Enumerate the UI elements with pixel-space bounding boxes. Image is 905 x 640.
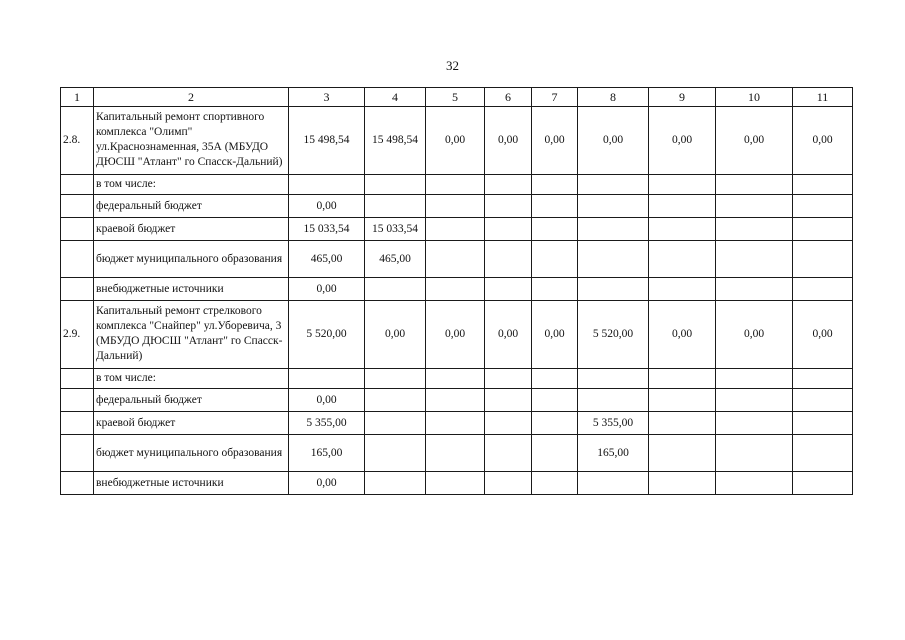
value-cell	[426, 175, 485, 195]
value-cell	[485, 472, 532, 495]
value-cell	[426, 472, 485, 495]
table-row	[61, 107, 853, 175]
value-cell	[485, 435, 532, 472]
column-header: 9	[649, 88, 716, 107]
value-cell	[793, 278, 853, 301]
subrow-label: в том числе:	[94, 369, 289, 389]
value-cell: 15 498,54	[365, 107, 426, 175]
value-cell	[793, 389, 853, 412]
column-header: 11	[793, 88, 853, 107]
value-cell	[649, 472, 716, 495]
value-cell	[578, 195, 649, 218]
value-cell	[532, 175, 578, 195]
value-cell: 0,00	[485, 107, 532, 175]
item-description: Капитальный ремонт стрелкового комплекса "Снайпер" ул.Уборевича, 3 (МБУДО ДЮСШ "Атлант" го Спасск-Дальний)	[94, 301, 289, 369]
value-cell	[716, 218, 793, 241]
index-cell	[61, 472, 94, 495]
value-cell	[426, 412, 485, 435]
table-row	[61, 218, 853, 241]
subrow-label: бюджет муниципального образования	[94, 435, 289, 472]
budget-table	[60, 87, 853, 495]
value-cell	[485, 218, 532, 241]
value-cell	[793, 175, 853, 195]
column-header: 8	[578, 88, 649, 107]
value-cell	[716, 195, 793, 218]
value-cell: 0,00	[289, 278, 365, 301]
value-cell	[793, 241, 853, 278]
table-body	[61, 107, 853, 495]
value-cell: 0,00	[793, 107, 853, 175]
value-cell	[532, 218, 578, 241]
value-cell	[485, 412, 532, 435]
column-header: 10	[716, 88, 793, 107]
column-header: 7	[532, 88, 578, 107]
value-cell	[793, 412, 853, 435]
table-row	[61, 195, 853, 218]
value-cell	[649, 218, 716, 241]
subrow-label: в том числе:	[94, 175, 289, 195]
value-cell	[485, 241, 532, 278]
value-cell	[716, 412, 793, 435]
value-cell	[578, 369, 649, 389]
value-cell: 0,00	[716, 301, 793, 369]
value-cell: 0,00	[649, 301, 716, 369]
value-cell: 0,00	[716, 107, 793, 175]
value-cell	[716, 472, 793, 495]
table-row	[61, 369, 853, 389]
value-cell	[532, 369, 578, 389]
value-cell	[793, 472, 853, 495]
index-cell	[61, 369, 94, 389]
value-cell	[532, 241, 578, 278]
value-cell: 5 520,00	[578, 301, 649, 369]
value-cell	[793, 435, 853, 472]
value-cell	[365, 175, 426, 195]
value-cell	[365, 412, 426, 435]
table-row	[61, 412, 853, 435]
value-cell: 0,00	[578, 107, 649, 175]
value-cell	[649, 435, 716, 472]
value-cell	[289, 369, 365, 389]
value-cell: 0,00	[289, 389, 365, 412]
value-cell: 465,00	[289, 241, 365, 278]
subrow-label: внебюджетные источники	[94, 472, 289, 495]
column-header: 5	[426, 88, 485, 107]
value-cell	[365, 369, 426, 389]
value-cell	[578, 472, 649, 495]
value-cell	[578, 278, 649, 301]
column-header: 3	[289, 88, 365, 107]
value-cell	[793, 218, 853, 241]
value-cell: 15 033,54	[365, 218, 426, 241]
value-cell	[716, 369, 793, 389]
subrow-label: краевой бюджет	[94, 218, 289, 241]
value-cell	[716, 241, 793, 278]
value-cell: 0,00	[793, 301, 853, 369]
value-cell: 5 520,00	[289, 301, 365, 369]
value-cell	[532, 435, 578, 472]
value-cell	[716, 278, 793, 301]
column-header: 4	[365, 88, 426, 107]
value-cell	[532, 412, 578, 435]
value-cell	[649, 195, 716, 218]
value-cell	[365, 389, 426, 412]
subrow-label: федеральный бюджет	[94, 389, 289, 412]
table-row	[61, 278, 853, 301]
value-cell	[426, 218, 485, 241]
value-cell: 0,00	[289, 195, 365, 218]
value-cell	[365, 278, 426, 301]
index-cell	[61, 175, 94, 195]
value-cell: 15 498,54	[289, 107, 365, 175]
header-row	[61, 88, 853, 107]
value-cell	[426, 195, 485, 218]
value-cell	[485, 278, 532, 301]
value-cell	[649, 389, 716, 412]
table-row	[61, 241, 853, 278]
value-cell	[793, 369, 853, 389]
table-row	[61, 389, 853, 412]
subrow-label: бюджет муниципального образования	[94, 241, 289, 278]
value-cell	[365, 472, 426, 495]
value-cell: 5 355,00	[578, 412, 649, 435]
value-cell	[578, 175, 649, 195]
table-row	[61, 301, 853, 369]
value-cell: 165,00	[578, 435, 649, 472]
index-cell	[61, 412, 94, 435]
index-cell	[61, 278, 94, 301]
value-cell: 0,00	[365, 301, 426, 369]
value-cell: 0,00	[532, 107, 578, 175]
value-cell: 0,00	[649, 107, 716, 175]
column-header: 6	[485, 88, 532, 107]
value-cell	[532, 195, 578, 218]
subrow-label: краевой бюджет	[94, 412, 289, 435]
value-cell: 465,00	[365, 241, 426, 278]
value-cell	[426, 369, 485, 389]
table-row	[61, 175, 853, 195]
value-cell	[716, 389, 793, 412]
value-cell: 0,00	[426, 301, 485, 369]
index-cell	[61, 218, 94, 241]
value-cell	[426, 435, 485, 472]
value-cell: 0,00	[289, 472, 365, 495]
value-cell	[485, 389, 532, 412]
value-cell: 0,00	[426, 107, 485, 175]
value-cell	[485, 175, 532, 195]
value-cell: 5 355,00	[289, 412, 365, 435]
value-cell	[649, 278, 716, 301]
table-row	[61, 435, 853, 472]
value-cell	[532, 472, 578, 495]
value-cell	[426, 241, 485, 278]
value-cell: 15 033,54	[289, 218, 365, 241]
item-index: 2.8.	[61, 107, 94, 175]
index-cell	[61, 241, 94, 278]
subrow-label: федеральный бюджет	[94, 195, 289, 218]
value-cell	[716, 435, 793, 472]
value-cell	[578, 389, 649, 412]
value-cell	[532, 389, 578, 412]
index-cell	[61, 435, 94, 472]
value-cell	[485, 369, 532, 389]
column-header: 1	[61, 88, 94, 107]
table-row	[61, 472, 853, 495]
value-cell: 165,00	[289, 435, 365, 472]
value-cell	[532, 278, 578, 301]
index-cell	[61, 195, 94, 218]
value-cell: 0,00	[485, 301, 532, 369]
item-description: Капитальный ремонт спортивного комплекса "Олимп" ул.Краснознаменная, 35А (МБУДО ДЮСШ "Атлант" го Спасск-Дальний)	[94, 107, 289, 175]
page-number: 32	[446, 58, 459, 73]
value-cell: 0,00	[532, 301, 578, 369]
value-cell	[649, 241, 716, 278]
value-cell	[649, 412, 716, 435]
item-index: 2.9.	[61, 301, 94, 369]
value-cell	[426, 389, 485, 412]
value-cell	[649, 175, 716, 195]
subrow-label: внебюджетные источники	[94, 278, 289, 301]
value-cell	[289, 175, 365, 195]
value-cell	[485, 195, 532, 218]
value-cell	[578, 241, 649, 278]
value-cell	[649, 369, 716, 389]
value-cell	[716, 175, 793, 195]
value-cell	[365, 195, 426, 218]
value-cell	[365, 435, 426, 472]
value-cell	[426, 278, 485, 301]
value-cell	[793, 195, 853, 218]
value-cell	[578, 218, 649, 241]
column-header: 2	[94, 88, 289, 107]
index-cell	[61, 389, 94, 412]
